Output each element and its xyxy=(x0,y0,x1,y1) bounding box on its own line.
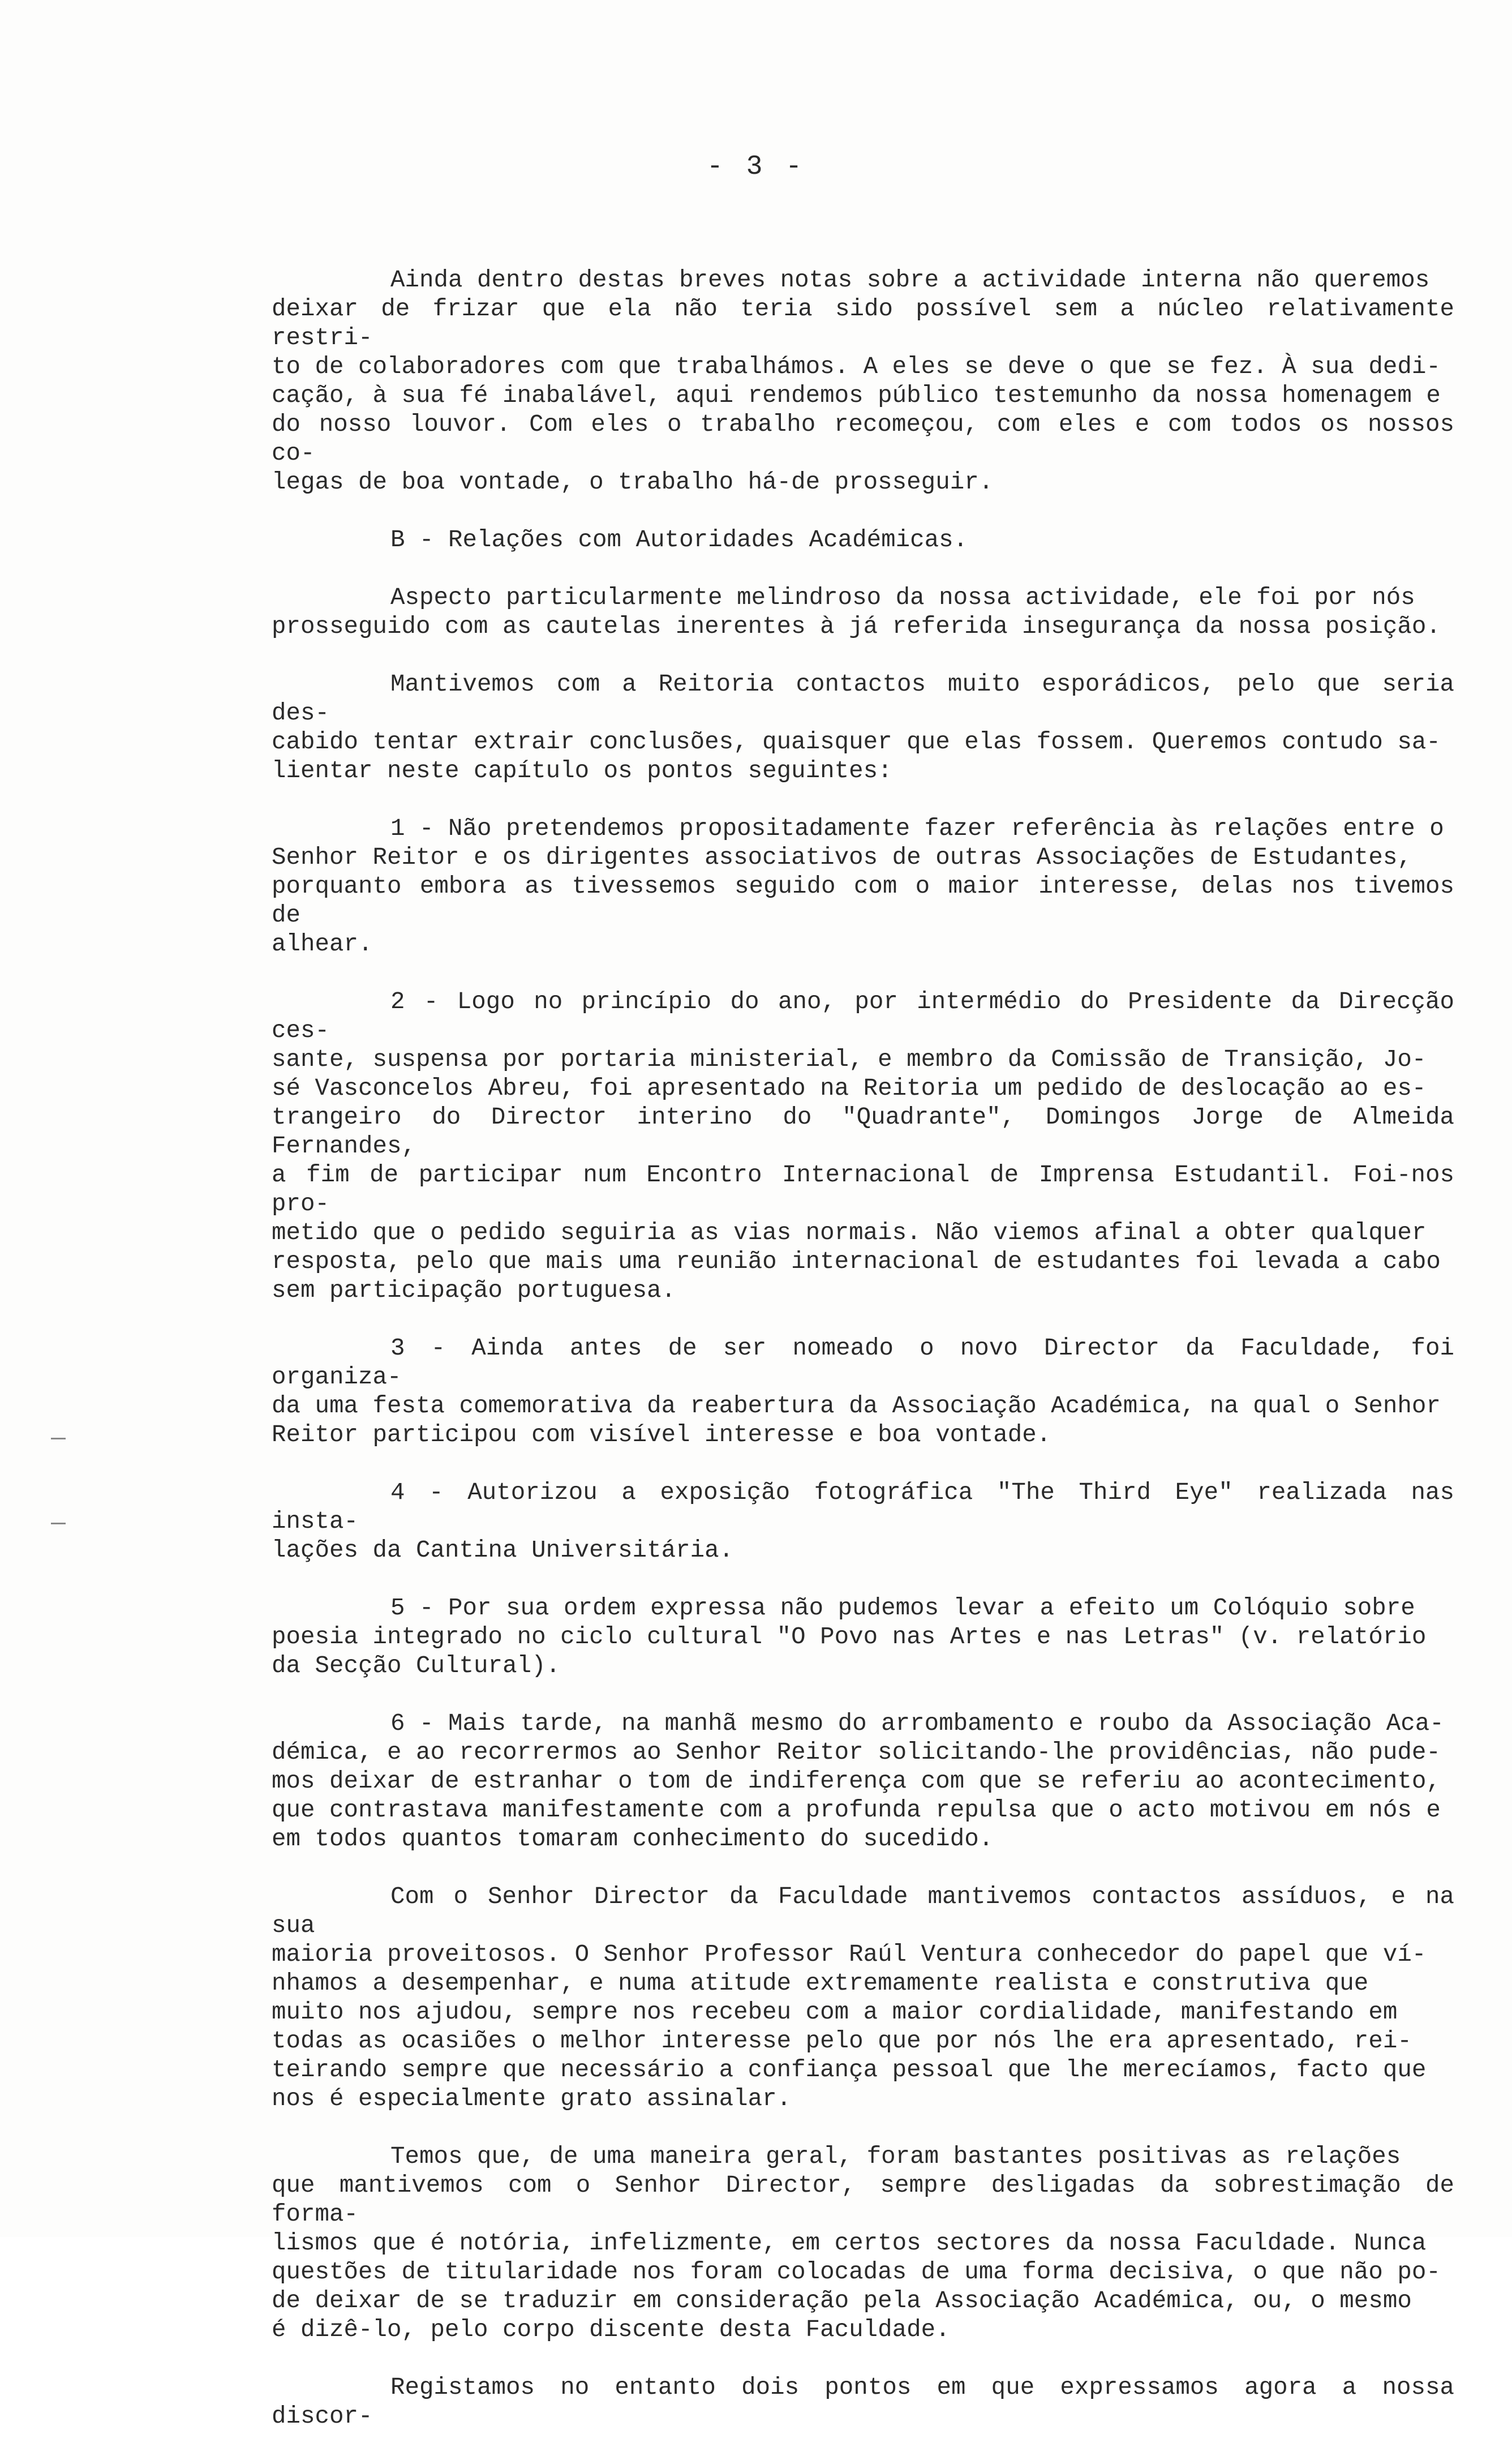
list-item-2: 2 - Logo no princípio do ano, por intermédio do Presidente da Direcção ces- sante, suspensa por portaria ministerial, e membro da Comissão de Transição, Jo- sé Vasconcelos Abreu, foi apresentado na Reitoria um pedido de deslocação ao es- trangeiro do Director interino do "Quadrante", Domingos Jorge de Almeida Fernandes, a fim de participar num Encontro Internacional de Imprensa Estudantil. Foi-nos pro- metido que o pedido seguiria as vias normais. Não viemos afinal a obter qualquer resposta, pelo que mais uma reunião internacional de estudantes foi levada a cabo sem participação portuguesa. xyxy=(272,988,1454,1304)
list-item-1: 1 - Não pretendemos propositadamente fazer referência às relações entre o Senhor Reitor e os dirigentes associativos de outras Associações de Estudantes, porquanto embora as tivessemos seguido com o maior interesse, delas nos tivemos de alhear. xyxy=(272,815,1454,958)
margin-mark xyxy=(51,1523,66,1524)
section-heading: B - Relações com Autoridades Académicas. xyxy=(390,526,968,554)
margin-mark xyxy=(51,1438,66,1439)
list-item-6: 6 - Mais tarde, na manhã mesmo do arrombamento e roubo da Associação Aca- démica, e ao recorrermos ao Senhor Reitor solicitando-lhe providências, não pude- mos deixar de estranhar o tom de indiferença com que se referiu ao acontecimento, que contrastava manifestamente com a profunda repulsa que o acto motivou em nós e em todos quantos tomaram conhecimento do sucedido. xyxy=(272,1710,1444,1853)
document-body xyxy=(272,266,1454,2460)
paragraph-final: Registamos no entanto dois pontos em que expressamos agora a nossa discor- xyxy=(272,2374,1454,2430)
page-number: - 3 - xyxy=(706,152,806,182)
list-item-4: 4 - Autorizou a exposição fotográfica "The Third Eye" realizada nas insta- lações da Cantina Universitária. xyxy=(272,1479,1454,1564)
paragraph-aspect: Aspecto particularmente melindroso da nossa actividade, ele foi por nós prosseguido com as cautelas inerentes à já referida insegurança da nossa posição. xyxy=(272,584,1441,640)
list-item-3: 3 - Ainda antes de ser nomeado o novo Director da Faculdade, foi organiza- da uma festa comemorativa da reabertura da Associação Académica, na qual o Senhor Reitor participou com visível interesse e boa vontade. xyxy=(272,1335,1454,1448)
list-item-5: 5 - Por sua ordem expressa não pudemos levar a efeito um Colóquio sobre poesia integrado no ciclo cultural "O Povo nas Artes e nas Letras" (v. relatório da Secção Cultural). xyxy=(272,1595,1427,1679)
paragraph-director: Com o Senhor Director da Faculdade mantivemos contactos assíduos, e na sua maioria proveitosos. O Senhor Professor Raúl Ventura conhecedor do papel que ví- nhamos a desempenhar, e numa atitude extremamente realista e construtiva que muito nos ajudou, sempre nos recebeu com a maior cordialidade, manifestando em todas as ocasiões o melhor interesse pelo que por nós lhe era apresentado, rei- teirando sempre que necessário a confiança pessoal que lhe merecíamos, facto que nos é especialmente grato assinalar. xyxy=(272,1883,1454,2112)
paragraph-relations: Temos que, de uma maneira geral, foram bastantes positivas as relações que mantivemos com o Senhor Director, sempre desligadas da sobrestimação de forma- lismos que é notória, infelizmente, em certos sectores da nossa Faculdade. Nunca questões de titularidade nos foram colocadas de uma forma decisiva, o que não po- de deixar de se traduzir em consideração pela Associação Académica, ou, o mesmo é dizê-lo, pelo corpo discente desta Faculdade. xyxy=(272,2143,1454,2343)
paragraph-internal-activity: Ainda dentro destas breves notas sobre a actividade interna não queremos deixar de frizar que ela não teria sido possível sem a núcleo relativamente restri- to de colaboradores com que trabalhámos. A eles se deve o que se fez. À sua dedi- cação, à sua fé inabalável, aqui rendemos público testemunho da nossa homenagem e do nosso louvor. Com eles o trabalho recomeçou, com eles e com todos os nossos co- legas de boa vontade, o trabalho há-de prosseguir. xyxy=(272,267,1454,496)
paragraph-reitoria: Mantivemos com a Reitoria contactos muito esporádicos, pelo que seria des- cabido tentar extrair conclusões, quaisquer que elas fossem. Queremos contudo sa- lientar neste capítulo os pontos seguintes: xyxy=(272,671,1454,785)
